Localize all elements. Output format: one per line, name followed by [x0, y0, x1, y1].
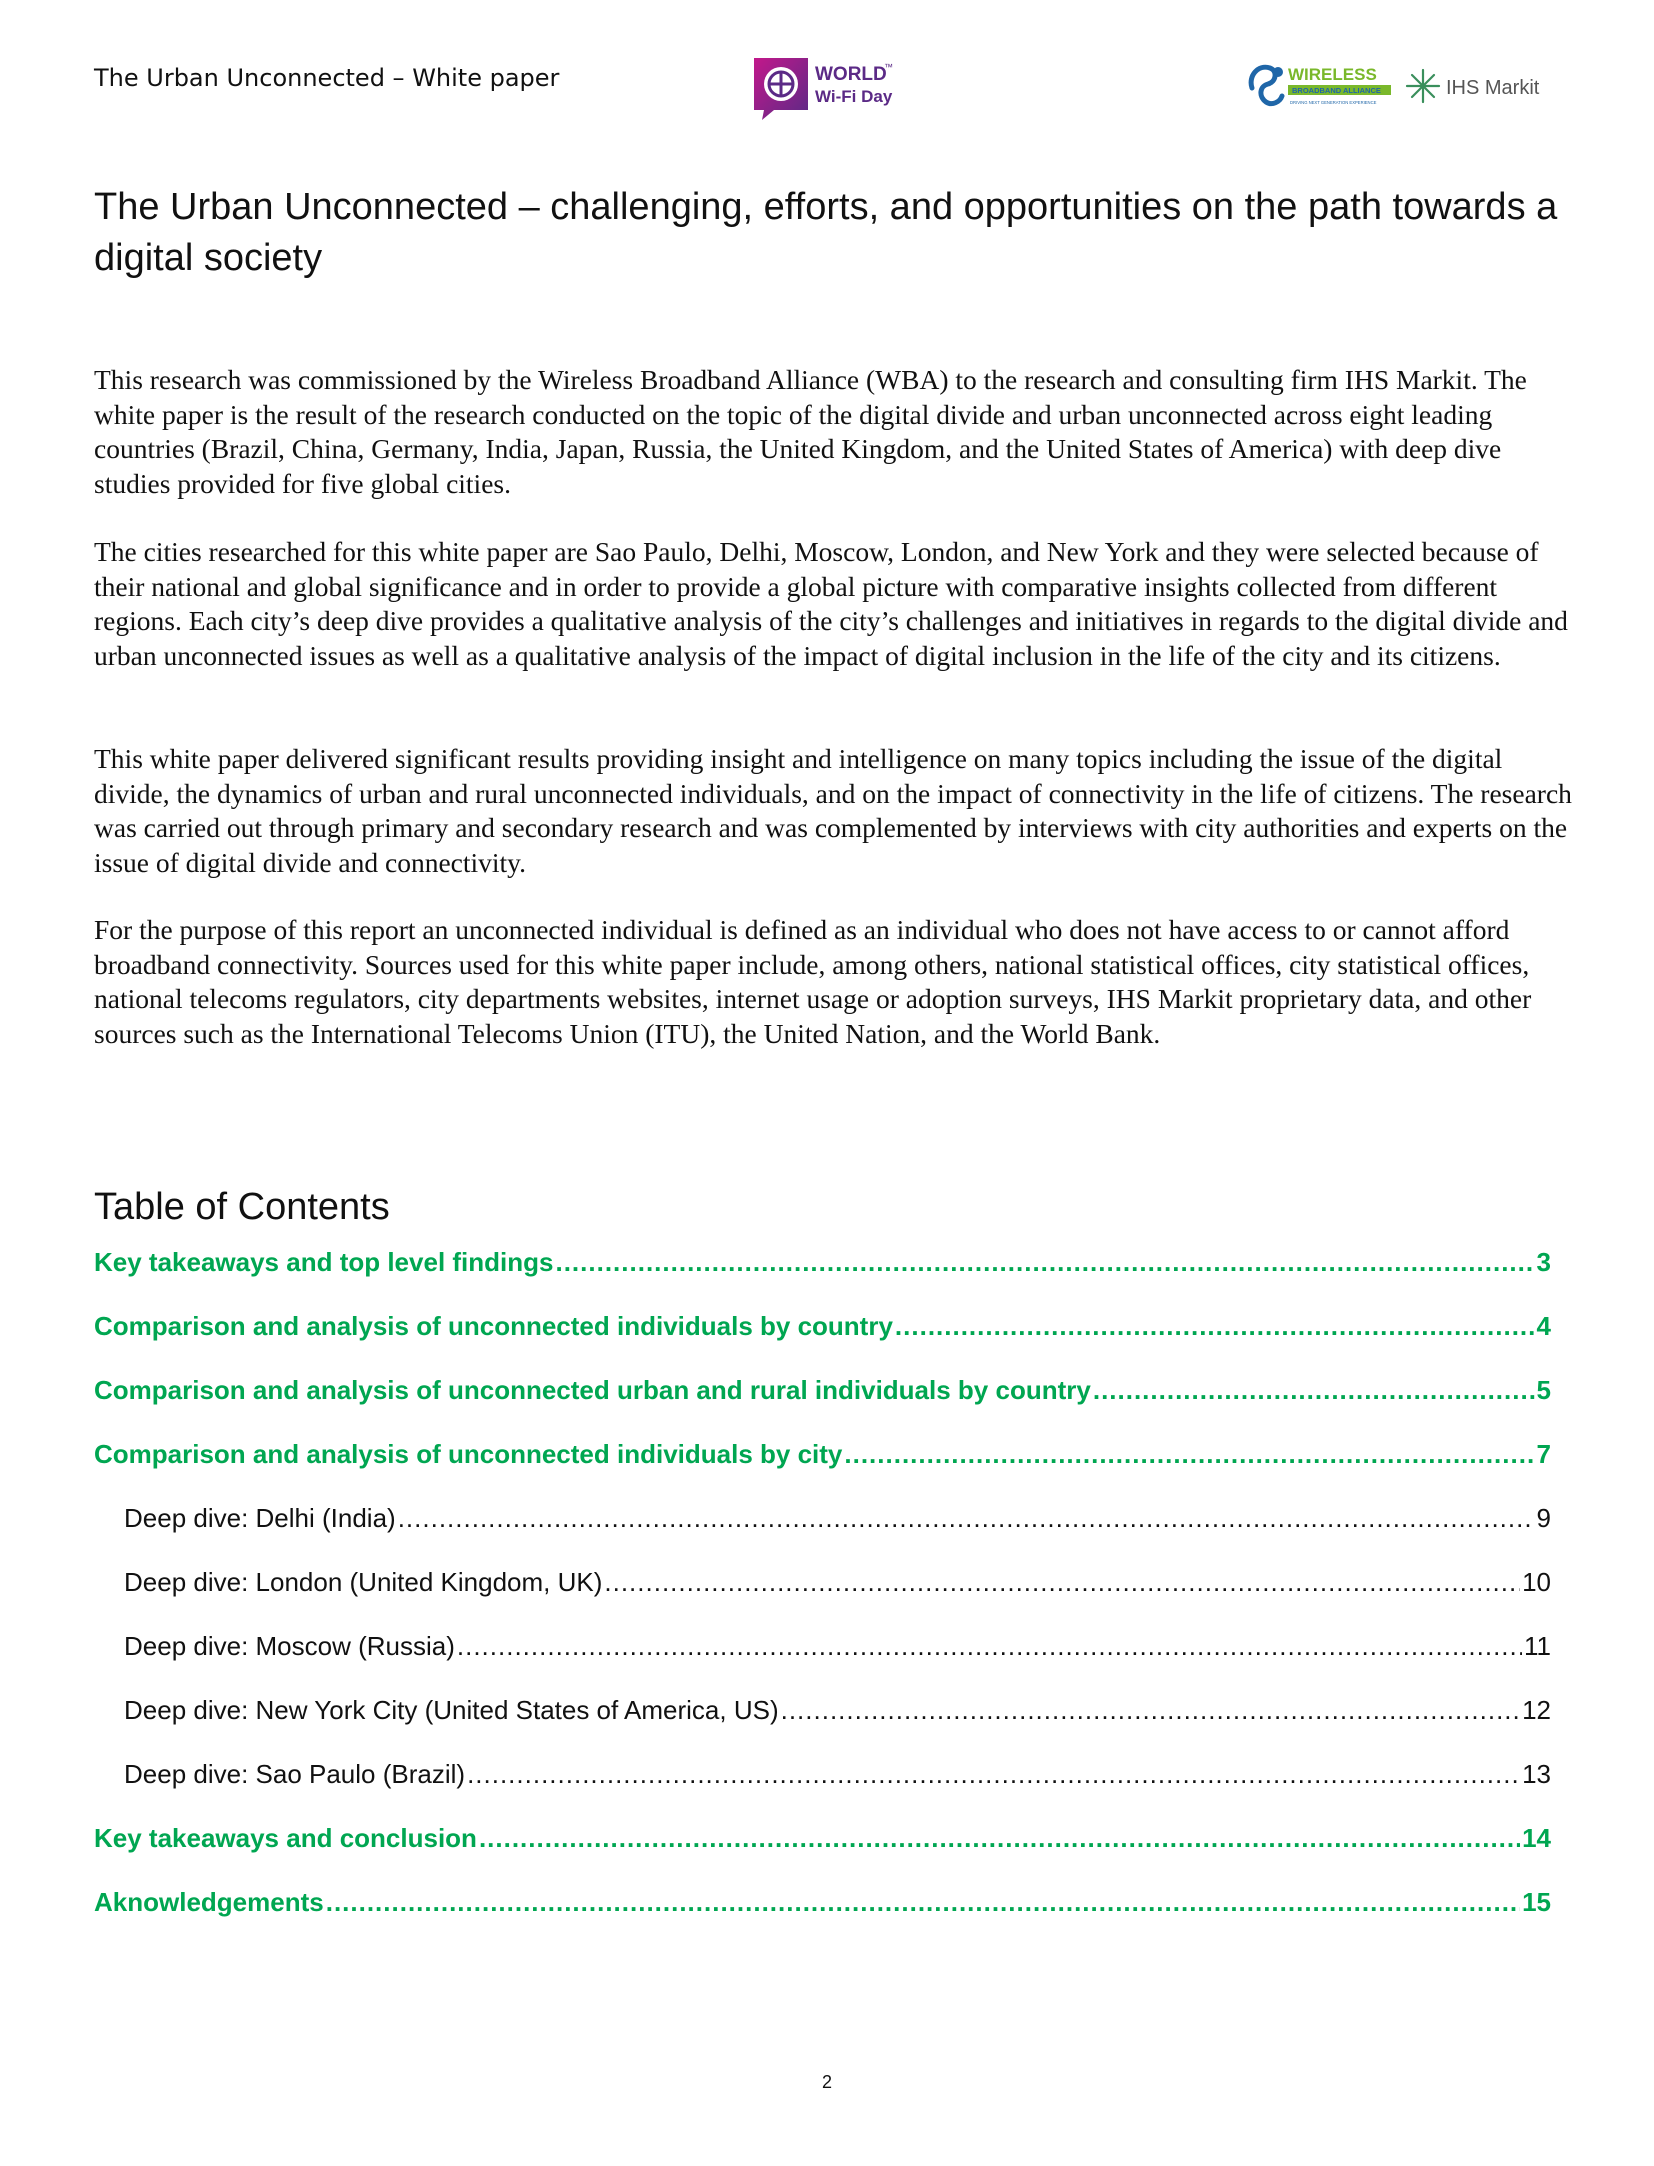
toc-leader-dots: [479, 1821, 1520, 1855]
toc-leader-dots: [326, 1885, 1520, 1919]
toc-leader-dots: [467, 1757, 1520, 1791]
toc-entry-moscow[interactable]: Deep dive: Moscow (Russia) ..... 11: [124, 1629, 1551, 1663]
page-number: 2: [821, 2072, 832, 2092]
document-title: The Urban Unconnected – challenging, efforts, and opportunities on the path towards a digital society: [94, 186, 1558, 279]
toc-entry-delhi[interactable]: Deep dive: Delhi (India) ..... 9: [124, 1501, 1551, 1535]
toc-entry-acknowledgements[interactable]: Aknowledgements ..... 15: [94, 1885, 1551, 1919]
intro-paragraph-4: For the purpose of this report an unconnected individual is defined as an individual who does not have access to or cannot afford broadband connectivity. Sources used for this white paper include, among others, national statistical offices, city statistical offices, national telecoms regulators, city departments websites, internet usage or adoption surveys, IHS Markit proprietary data, and other sources such as the International Telecoms Union (ITU), the United Nation, and the World Bank.: [94, 914, 1532, 1049]
ihs-markit-logo: [1404, 66, 1564, 106]
toc-page-number: 7: [1536, 1439, 1551, 1469]
toc-entry-london[interactable]: Deep dive: London (United Kingdom, UK) ..... 10: [124, 1565, 1551, 1599]
svg-text:WIRELESS: WIRELESS: [1288, 65, 1377, 84]
svg-text:BROADBAND ALLIANCE: BROADBAND ALLIANCE: [1292, 86, 1381, 95]
svg-text:WORLD: WORLD: [815, 64, 887, 85]
intro-paragraph-1: This research was commissioned by the Wireless Broadband Alliance (WBA) to the research and consulting firm IHS Markit. The white paper is the result of the research conducted on the topic of the digital divide and urban unconnected across eight leading countries (Brazil, China, Germany, India, Japan, Russia, the United Kingdom, and the United States of America) with deep dive studies provided for five global cities.: [94, 364, 1527, 499]
svg-text:IHS Markit: IHS Markit: [1446, 77, 1540, 99]
wireless-broadband-alliance-logo: [1244, 58, 1394, 114]
toc-page-number: 5: [1536, 1375, 1551, 1405]
toc-leader-dots: [457, 1629, 1522, 1663]
intro-paragraph-2: The cities researched for this white paper are Sao Paulo, Delhi, Moscow, London, and New York and they were selected because of their national and global significance and in order to provide a global picture with comparative insights collected from different regions. Each city’s deep dive provides a qualitative analysis of the city’s challenges and initiatives in regards to the digital divide and urban unconnected issues as well as a qualitative analysis of the impact of digital inclusion in the life of the city and its citizens.: [94, 536, 1568, 671]
toc-page-number: 14: [1522, 1823, 1551, 1853]
intro-paragraph-3: This white paper delivered significant results providing insight and intelligence on many topics including the issue of the digital divide, the dynamics of urban and rural unconnected individuals, and on the impact of connectivity in the life of citizens. The research was carried out through primary and secondary research and was complemented by interviews with city authorities and experts on the issue of digital divide and connectivity.: [94, 743, 1572, 878]
toc-page-number: 13: [1522, 1759, 1551, 1789]
toc-entry-key-takeaways[interactable]: Key takeaways and top level findings ..... 3: [94, 1245, 1551, 1279]
toc-page-number: 4: [1536, 1311, 1551, 1341]
running-header: The Urban Unconnected – White paper: [94, 64, 560, 92]
toc-page-number: 11: [1524, 1631, 1551, 1661]
toc-leader-dots: [1093, 1373, 1535, 1407]
world-wifi-day-logo: [748, 54, 918, 124]
toc-page-number: 10: [1522, 1567, 1551, 1597]
toc-entry-new-york[interactable]: Deep dive: New York City (United States of America, US) ..... 12: [124, 1693, 1551, 1727]
toc-leader-dots: [604, 1565, 1520, 1599]
toc-page-number: 12: [1522, 1695, 1551, 1725]
toc-entry-by-country[interactable]: Comparison and analysis of unconnected individuals by country ..... 4: [94, 1309, 1551, 1343]
toc-entry-urban-rural[interactable]: Comparison and analysis of unconnected urban and rural individuals by country ..... 5: [94, 1373, 1551, 1407]
toc-entry-conclusion[interactable]: Key takeaways and conclusion ..... 14: [94, 1821, 1551, 1855]
toc-leader-dots: [555, 1245, 1534, 1279]
toc-leader-dots: [844, 1437, 1534, 1471]
toc-entry-sao-paulo[interactable]: Deep dive: Sao Paulo (Brazil) ..... 13: [124, 1757, 1551, 1791]
toc-heading: Table of Contents: [94, 1186, 390, 1228]
toc-leader-dots: [398, 1501, 1535, 1535]
svg-text:DRIVING NEXT GENERATION EXPERI: DRIVING NEXT GENERATION EXPERIENCE: [1290, 100, 1377, 105]
toc-page-number: 3: [1536, 1247, 1551, 1277]
toc-entry-by-city[interactable]: Comparison and analysis of unconnected individuals by city ..... 7: [94, 1437, 1551, 1471]
svg-text:Wi-Fi Day: Wi-Fi Day: [815, 87, 893, 106]
toc-page-number: 15: [1522, 1887, 1551, 1917]
toc-leader-dots: [781, 1693, 1520, 1727]
svg-text:™: ™: [884, 62, 893, 72]
toc-leader-dots: [895, 1309, 1535, 1343]
toc-page-number: 9: [1536, 1503, 1551, 1533]
ihs-leaf-icon: [1407, 70, 1439, 102]
